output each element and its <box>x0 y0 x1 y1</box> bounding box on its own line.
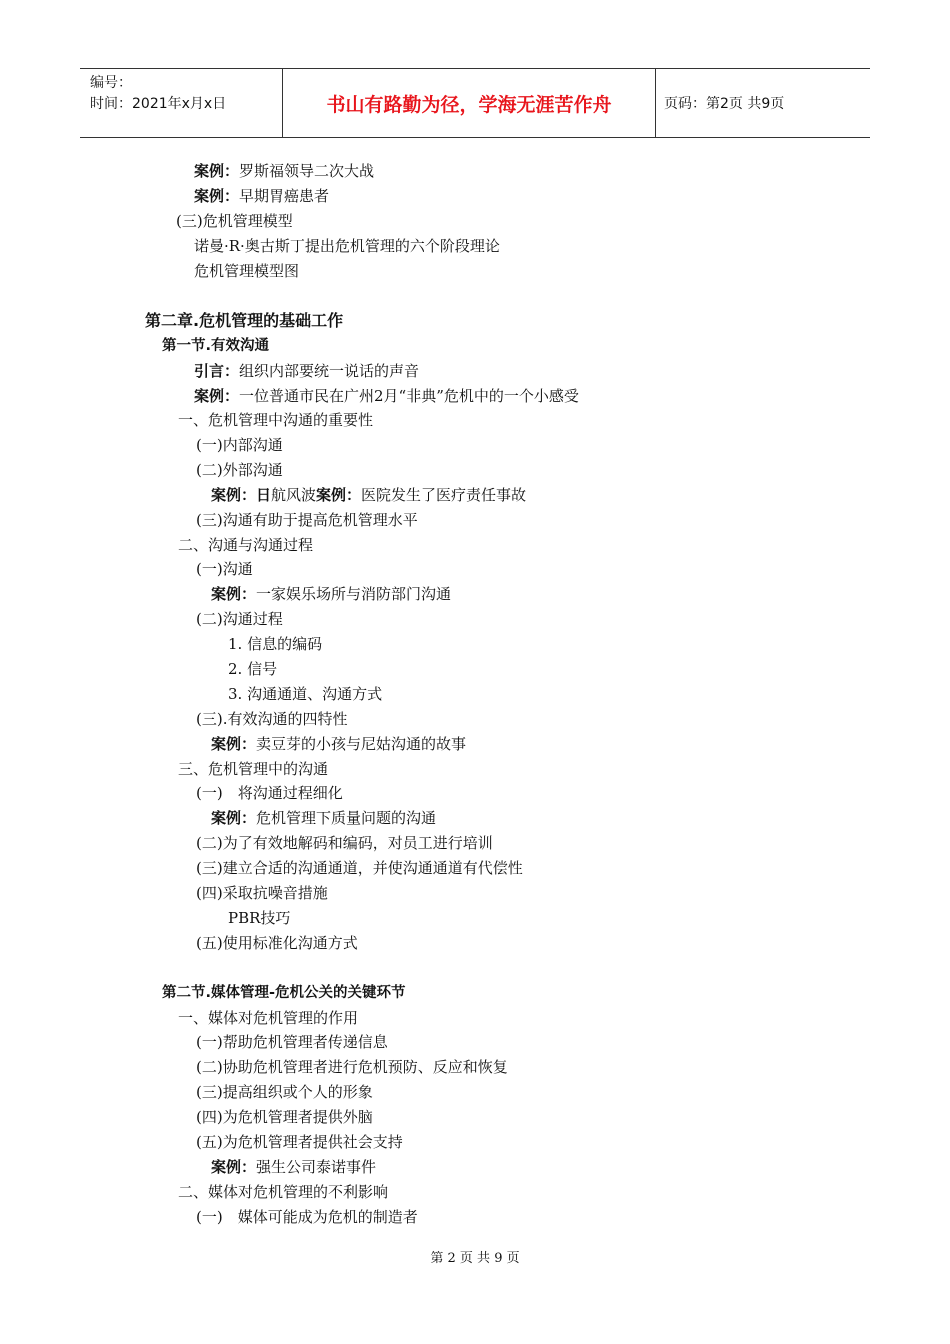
bold-label: 案例： <box>211 1158 257 1176</box>
line-text: PBR技巧 <box>228 909 291 927</box>
line-text: 罗斯福领导二次大战 <box>239 162 375 180</box>
outline-line <box>196 1132 403 1152</box>
header-motto: 书山有路勤为径，学海无涯苦作舟 <box>282 69 656 137</box>
line-text: (一) 媒体可能成为危机的制造者 <box>196 1208 418 1226</box>
line-text: 一、危机管理中沟通的重要性 <box>178 411 374 429</box>
line-text: 3. 沟通通道、沟通方式 <box>228 685 383 703</box>
outline-line <box>194 186 329 206</box>
line-text: 医院发生了医疗责任事故 <box>361 486 527 504</box>
outline-line <box>194 261 299 281</box>
line-text: (一) 将沟通过程细化 <box>196 784 343 802</box>
line-text: (一)内部沟通 <box>196 436 283 454</box>
line-text: (二)外部沟通 <box>196 461 283 479</box>
section-heading <box>162 336 269 356</box>
outline-line <box>228 659 277 679</box>
section-heading <box>162 983 406 1003</box>
outline-line <box>228 908 290 928</box>
bold-label: 案例： <box>194 387 240 405</box>
outline-line <box>178 1182 388 1202</box>
line-text: 强生公司泰诺事件 <box>256 1158 377 1176</box>
outline-line <box>196 460 283 480</box>
line-text: 二、媒体对危机管理的不利影响 <box>178 1183 389 1201</box>
line-text: (三)建立合适的沟通通道，并使沟通通道有代偿性 <box>196 859 523 877</box>
outline-line <box>211 584 451 604</box>
outline-line <box>196 858 523 878</box>
bold-label: 案例： <box>211 809 257 827</box>
outline-line <box>178 1008 358 1028</box>
outline-line <box>194 361 419 381</box>
outline-line <box>176 211 293 231</box>
line-text: (四)为危机管理者提供外脑 <box>196 1108 373 1126</box>
outline-line <box>196 709 347 729</box>
outline-line <box>211 485 526 505</box>
page-header <box>80 68 870 138</box>
outline-line <box>178 759 328 779</box>
outline-line <box>194 236 500 256</box>
time-label: 时间：2021年x月x日 <box>90 96 227 112</box>
outline-line <box>196 559 253 579</box>
line-text: 第二章.危机管理的基础工作 <box>145 311 344 330</box>
line-text: 1. 信息的编码 <box>228 635 323 653</box>
outline-line <box>211 808 436 828</box>
line-text: 危机管理模型图 <box>194 262 300 280</box>
number-label: 编号： <box>90 75 132 91</box>
outline-line <box>194 161 374 181</box>
outline-line <box>228 684 382 704</box>
bold-label: 案例： <box>211 735 257 753</box>
line-text: 诺曼·R·奥古斯丁提出危机管理的六个阶段理论 <box>194 237 500 255</box>
outline-line <box>196 1057 508 1077</box>
line-text: (五)使用标准化沟通方式 <box>196 934 358 952</box>
bold-label: 引言： <box>194 362 240 380</box>
line-text: (一)沟通 <box>196 560 253 578</box>
bold-label: 案例： <box>316 486 362 504</box>
line-text: (三)危机管理模型 <box>176 212 293 230</box>
outline-line <box>196 435 283 455</box>
outline-line <box>194 386 579 406</box>
line-text: 组织内部要统一说话的声音 <box>239 362 420 380</box>
bold-label: 案例： <box>211 585 257 603</box>
line-text: 早期胃癌患者 <box>239 187 330 205</box>
line-text: 卖豆芽的小孩与尼姑沟通的故事 <box>256 735 467 753</box>
line-text: 二、沟通与沟通过程 <box>178 536 314 554</box>
header-meta <box>80 69 282 137</box>
line-text: 一家娱乐场所与消防部门沟通 <box>256 585 452 603</box>
outline-line <box>228 634 322 654</box>
outline-line <box>196 883 328 903</box>
line-text: 危机管理下质量问题的沟通 <box>256 809 437 827</box>
bold-label: 案例： <box>194 187 240 205</box>
outline-line <box>178 410 373 430</box>
line-text: 一、媒体对危机管理的作用 <box>178 1009 359 1027</box>
outline-line <box>178 535 313 555</box>
line-text: (三)提高组织或个人的形象 <box>196 1083 373 1101</box>
outline-line <box>196 510 418 530</box>
line-text: (二)沟通过程 <box>196 610 283 628</box>
line-text: (四)采取抗噪音措施 <box>196 884 328 902</box>
line-text: 2. 信号 <box>228 660 278 678</box>
outline-line <box>196 1207 418 1227</box>
bold-label: 案例：日 <box>211 486 272 504</box>
line-text: 第二节.媒体管理-危机公关的关键环节 <box>162 985 406 1001</box>
outline-line <box>196 1082 373 1102</box>
line-text: 一位普通市民在广州2月“非典”危机中的一个小感受 <box>239 387 579 405</box>
outline-line <box>196 933 358 953</box>
line-text: 第一节.有效沟通 <box>162 338 270 354</box>
bold-label: 案例： <box>194 162 240 180</box>
outline-line <box>211 1157 376 1177</box>
line-text: (五)为危机管理者提供社会支持 <box>196 1133 403 1151</box>
outline-line <box>196 609 283 629</box>
line-text: 三、危机管理中的沟通 <box>178 760 329 778</box>
line-text: (三)沟通有助于提高危机管理水平 <box>196 511 418 529</box>
line-text: (二)为了有效地解码和编码，对员工进行培训 <box>196 834 493 852</box>
outline-line <box>196 833 493 853</box>
line-text: (一)帮助危机管理者传递信息 <box>196 1033 388 1051</box>
page-footer: 第 2 页 共 9 页 <box>430 1251 520 1266</box>
chapter-heading <box>145 311 343 331</box>
line-text: (二)协助危机管理者进行危机预防、反应和恢复 <box>196 1058 508 1076</box>
line-text: (三).有效沟通的四特性 <box>196 710 348 728</box>
outline-line <box>211 734 466 754</box>
outline-line <box>196 783 343 803</box>
header-page-info: 页码：第2页 共9页 <box>664 96 785 112</box>
outline-line <box>196 1107 373 1127</box>
outline-line <box>196 1032 388 1052</box>
line-text: 航风波 <box>271 486 317 504</box>
